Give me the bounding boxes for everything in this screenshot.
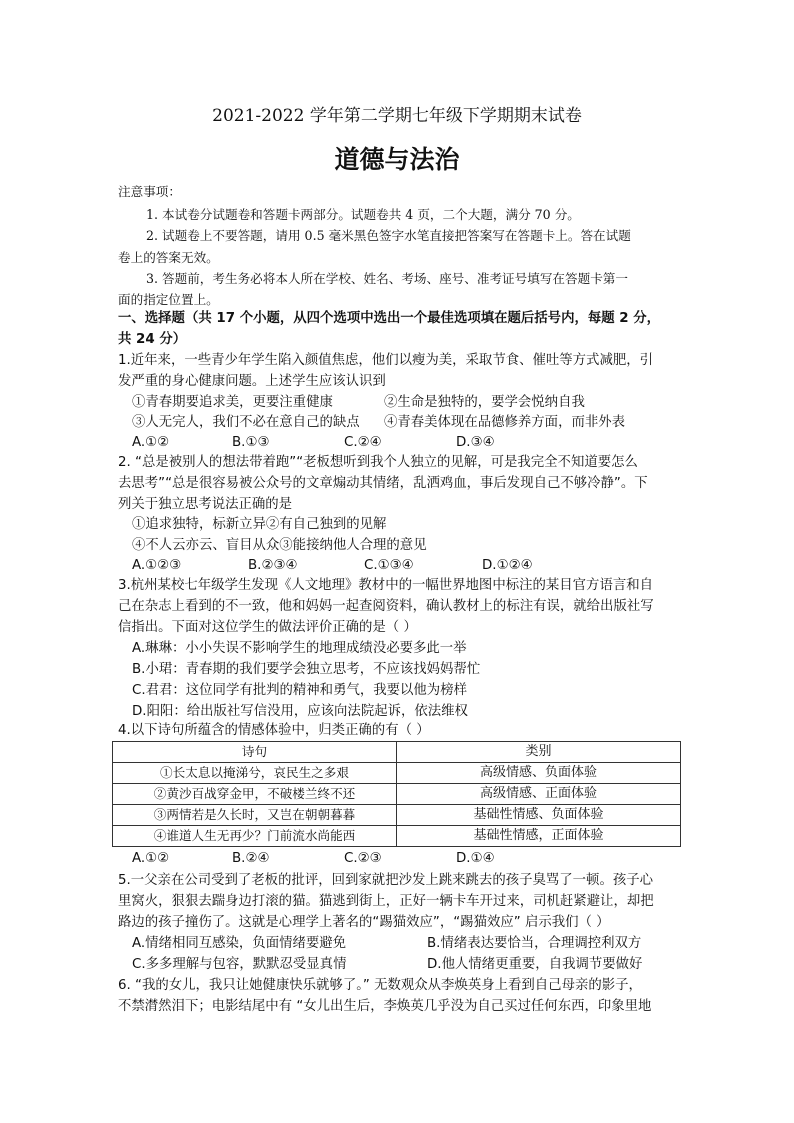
notes-line: 2. 试题卷上不要答题，请用 0.5 毫米黑色签字水笔直接把答案写在答题卡上。答在试题 — [146, 228, 631, 243]
option-b: B.①③ — [232, 435, 270, 450]
statement: ②生命是独特的，要学会悦纳自我 — [384, 395, 585, 410]
option-d: D.阳阳：给出版社写信没用，应该向法院起诉，依法维权 — [132, 704, 468, 719]
question-1-text: 1.近年来，一些青少年学生陷入颜值焦虑，他们以瘦为美，采取节食、催吐等方式减肥，引 — [118, 353, 654, 368]
table-cell-poem: ④谁道人生无再少？门前流水尚能西 — [113, 826, 397, 847]
option-a: A.①②③ — [132, 558, 182, 573]
question-3-text: 3.杭州某校七年级学生发现《人文地理》教材中的一幅世界地图中标注的某目官方语言和自 — [118, 578, 654, 593]
notes-line: 1. 本试卷分试题卷和答题卡两部分。试题卷共 4 页，二个大题，满分 70 分。 — [146, 207, 580, 222]
table-cell-category: 基础性情感，正面体验 — [397, 826, 681, 847]
option-b: B.情绪表达要恰当，合理调控利双方 — [427, 936, 642, 951]
option-b: B.②④ — [232, 851, 270, 866]
exam-title: 2021-2022 学年第二学期七年级下学期期末试卷 — [212, 106, 582, 126]
option-c: C.君君：这位同学有批判的精神和勇气，我要以他为榜样 — [132, 683, 467, 698]
option-c: C.②③ — [344, 851, 382, 866]
option-a: A.①② — [132, 435, 170, 450]
table-cell-poem: ②黄沙百战穿金甲，不破楼兰终不还 — [113, 784, 397, 805]
notes-heading: 注意事项： — [118, 184, 181, 199]
statement: ④青春美体现在品德修养方面，而非外表 — [384, 415, 626, 430]
poem-table — [112, 741, 681, 847]
option-d: D.①②④ — [482, 558, 533, 573]
question-6-text: 6. “我的女儿，我只让她健康快乐就够了。” 无数观众从李焕英身上看到自己母亲的影子， — [118, 978, 642, 993]
table-header-cell: 类别 — [397, 742, 681, 763]
statement: ④不人云亦云、盲目从众③能接纳他人合理的意见 — [132, 538, 427, 553]
question-4-text: 4.以下诗句所蕴含的情感体验中，归类正确的有（ ） — [118, 723, 430, 738]
question-5-text: 路边的孩子撞伤了。这就是心理学上著名的“踢猫效应”，“踢猫效应” 启示我们（ ） — [118, 915, 610, 930]
notes-line: 卷上的答案无效。 — [118, 250, 219, 265]
table-cell-category: 基础性情感、负面体验 — [397, 805, 681, 826]
table-cell-category: 高级情感、正面体验 — [397, 784, 681, 805]
question-3-text: 己在杂志上看到的不一致，他和妈妈一起查阅资料，确认教材上的标注有误，就给出版社写 — [118, 599, 654, 614]
option-d: D.他人情绪更重要，自我调节要做好 — [427, 957, 643, 972]
subject-title: 道德与法治 — [334, 145, 460, 174]
option-c: C.多多理解与包容，默默忍受显真情 — [132, 957, 347, 972]
statement: ③人无完人，我们不必在意自己的缺点 — [132, 415, 360, 430]
table-header-cell: 诗句 — [113, 742, 397, 763]
question-5-text: 5.一父亲在公司受到了老板的批评，回到家就把沙发上跳来跳去的孩子臭骂了一顿。孩子心 — [118, 873, 654, 888]
option-a: A.琳琳：小小失误不影响学生的地理成绩没必要多此一举 — [132, 641, 467, 656]
question-2-text: 去思考”“总是很容易被公众号的文章煽动其情绪，乱洒鸡血，事后发现自己不够冷静”。下 — [118, 476, 648, 491]
table-row — [113, 826, 681, 847]
section-heading: 共 24 分） — [118, 332, 187, 347]
question-5-text: 里窝火，狠狠去踹身边打滚的猫。猫逃到街上，正好一辆卡车开过来，司机赶紧避让，却把 — [118, 894, 654, 909]
table-row — [113, 784, 681, 805]
table-row — [113, 763, 681, 784]
question-1-text: 发严重的身心健康问题。上述学生应该认识到 — [118, 374, 386, 389]
option-b: B.小珺：青春期的我们要学会独立思考，不应该找妈妈帮忙 — [132, 662, 481, 677]
table-cell-category: 高级情感、负面体验 — [397, 763, 681, 784]
statement: ①追求独特，标新立异②有自己独到的见解 — [132, 517, 387, 532]
option-d: D.①④ — [456, 851, 495, 866]
option-d: D.③④ — [456, 435, 495, 450]
question-2-text: 列关于独立思考说法正确的是 — [118, 497, 293, 512]
table-cell-poem: ③两情若是久长时，又岂在朝朝暮暮 — [113, 805, 397, 826]
table-header-row — [113, 742, 681, 763]
notes-line: 面的指定位置上。 — [118, 292, 219, 307]
section-heading: 一、选择题（共 17 个小题，从四个选项中选出一个最佳选项填在题后括号内，每题 2 分， — [118, 311, 661, 326]
table-cell-poem: ①长太息以掩涕兮，哀民生之多艰 — [113, 763, 397, 784]
question-6-text: 不禁潸然泪下；电影结尾中有 “女儿出生后，李焕英几乎没为自己买过任何东西，印象里地 — [118, 999, 652, 1014]
option-a: A.①② — [132, 851, 170, 866]
option-c: C.②④ — [344, 435, 382, 450]
table-row — [113, 805, 681, 826]
notes-line: 3. 答题前，考生务必将本人所在学校、姓名、考场、座号、准考证号填写在答题卡第一 — [146, 271, 628, 286]
option-a: A.情绪相同互感染，负面情绪要避免 — [132, 936, 347, 951]
option-b: B.②③④ — [248, 558, 298, 573]
question-3-text: 信指出。下面对这位学生的做法评价正确的是（ ） — [118, 620, 417, 635]
statement: ①青春期要追求美，更要注重健康 — [132, 395, 333, 410]
question-2-text: 2. “总是被别人的想法带着跑”“老板想听到我个人独立的见解，可是我完全不知道要怎么 — [118, 455, 638, 470]
option-c: C.①③④ — [364, 558, 414, 573]
